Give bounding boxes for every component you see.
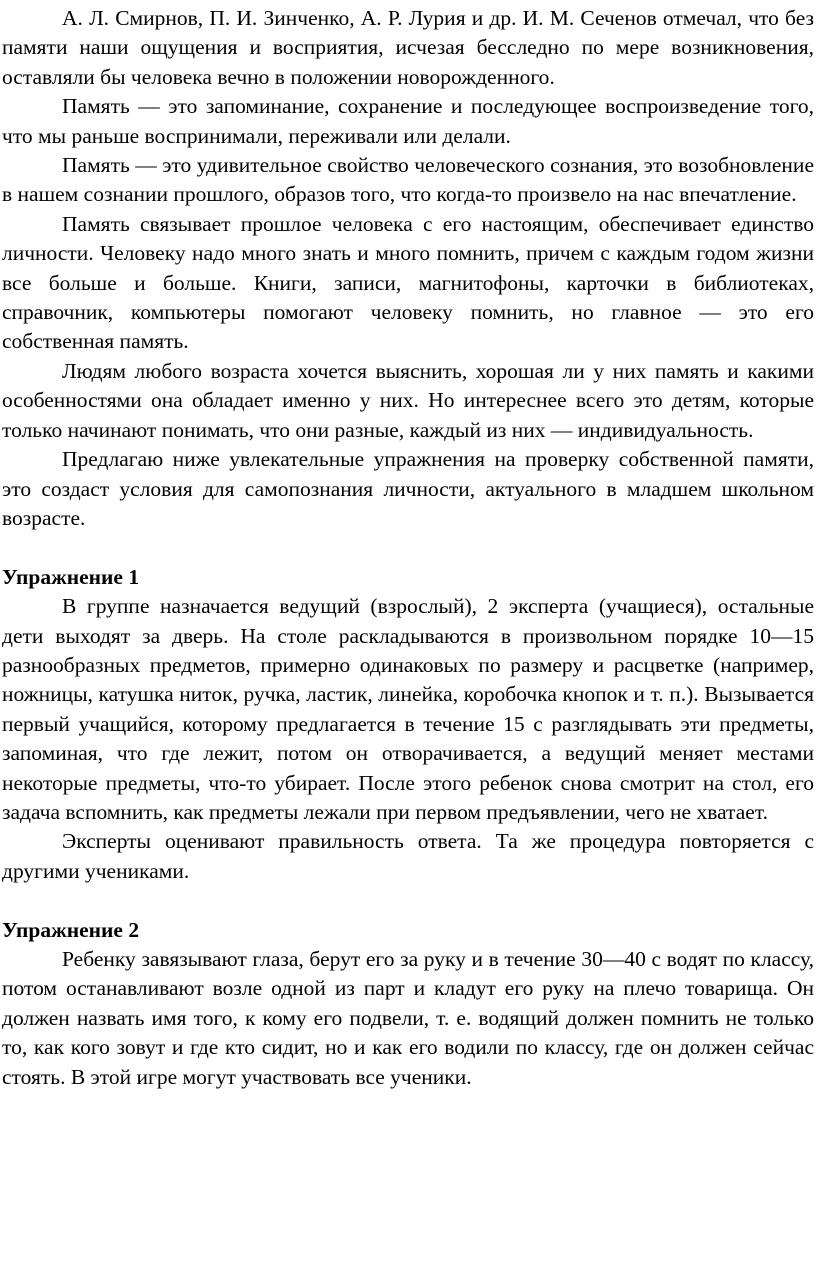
exercise-2-paragraph-1: Ребенку завязывают глаза, берут его за руку и в течение 30—40 с водят по классу, потом останавливают возле одной из парт и кладут его руку на плечо товарища. Он должен назвать имя того, к кому его подвели, т. е. водящий должен помнить не только то, как кого зовут и где кто сидит, но и как его водили по классу, где он должен сейчас стоять. В этой игре могут участвовать все ученики. [2, 946, 814, 1089]
exercise-1-paragraph-1: В группе назначается ведущий (взрослый), 2 эксперта (учащиеся), остальные дети выходят за дверь. На столе раскладываются в произвольном порядке 10—15 разнообразных предметов, примерно одинаковых по размеру и расцветке (например, ножницы, катушка ниток, ручка, ластик, линейка, коробочка кнопок и т. п.). Вызывается первый учащийся, которому предлагается в течение 15 с разглядывать эти предметы, запоминая, что где лежит, потом он отворачивается, а ведущий меняет местами некоторые предметы, что-то убирает. После этого ребенок снова смотрит на стол, его задача вспомнить, как предметы лежали при первом предъявлении, чего не хватает. [2, 594, 814, 824]
intro-paragraph-6: Предлагаю ниже увлекательные упражнения на проверку собственной памяти, это создаст условия для самопознания личности, актуального в младшем школьном возрасте. [2, 447, 814, 530]
intro-paragraph-3: Память — это удивительное свойство человеческого сознания, это возобновление в нашем сознании прошлого, образов того, что когда-то произвело на нас впечатление. [2, 153, 814, 207]
exercise-1-paragraph-2: Эксперты оценивают правильность ответа. Та же процедура повторяется с другими учениками. [2, 829, 814, 883]
intro-paragraph-1: А. Л. Смирнов, П. И. Зинченко, А. Р. Лурия и др. И. М. Сеченов отмечал, что без памяти наши ощущения и восприятия, исчезая бесследно по мере возникновения, оставляли бы человека вечно в положении новорожденного. [2, 6, 814, 89]
intro-paragraph-2: Память — это запоминание, сохранение и последующее воспроизведение того, что мы раньше воспринимали, переживали или делали. [2, 94, 814, 148]
intro-paragraph-5: Людям любого возраста хочется выяснить, хорошая ли у них память и какими особенностями она обладает именно у них. Но интереснее всего это детям, которые только начинают понимать, что они разные, каждый из них — индивидуальность. [2, 358, 814, 442]
exercise-1-heading: Упражнение 1 [2, 564, 140, 589]
exercise-2-heading: Упражнение 2 [2, 917, 140, 942]
section-spacer [2, 533, 814, 562]
intro-paragraph-4: Память связывает прошлое человека с его настоящим, обеспечивает единство личности. Человеку надо много знать и много помнить, причем с каждым годом жизни все больше и больше. Книги, записи, магнитофоны, карточки в библиотеках, справочник, компьютеры помогают человеку помнить, но главное — это его собственная память. [2, 211, 814, 354]
section-spacer [2, 886, 814, 915]
